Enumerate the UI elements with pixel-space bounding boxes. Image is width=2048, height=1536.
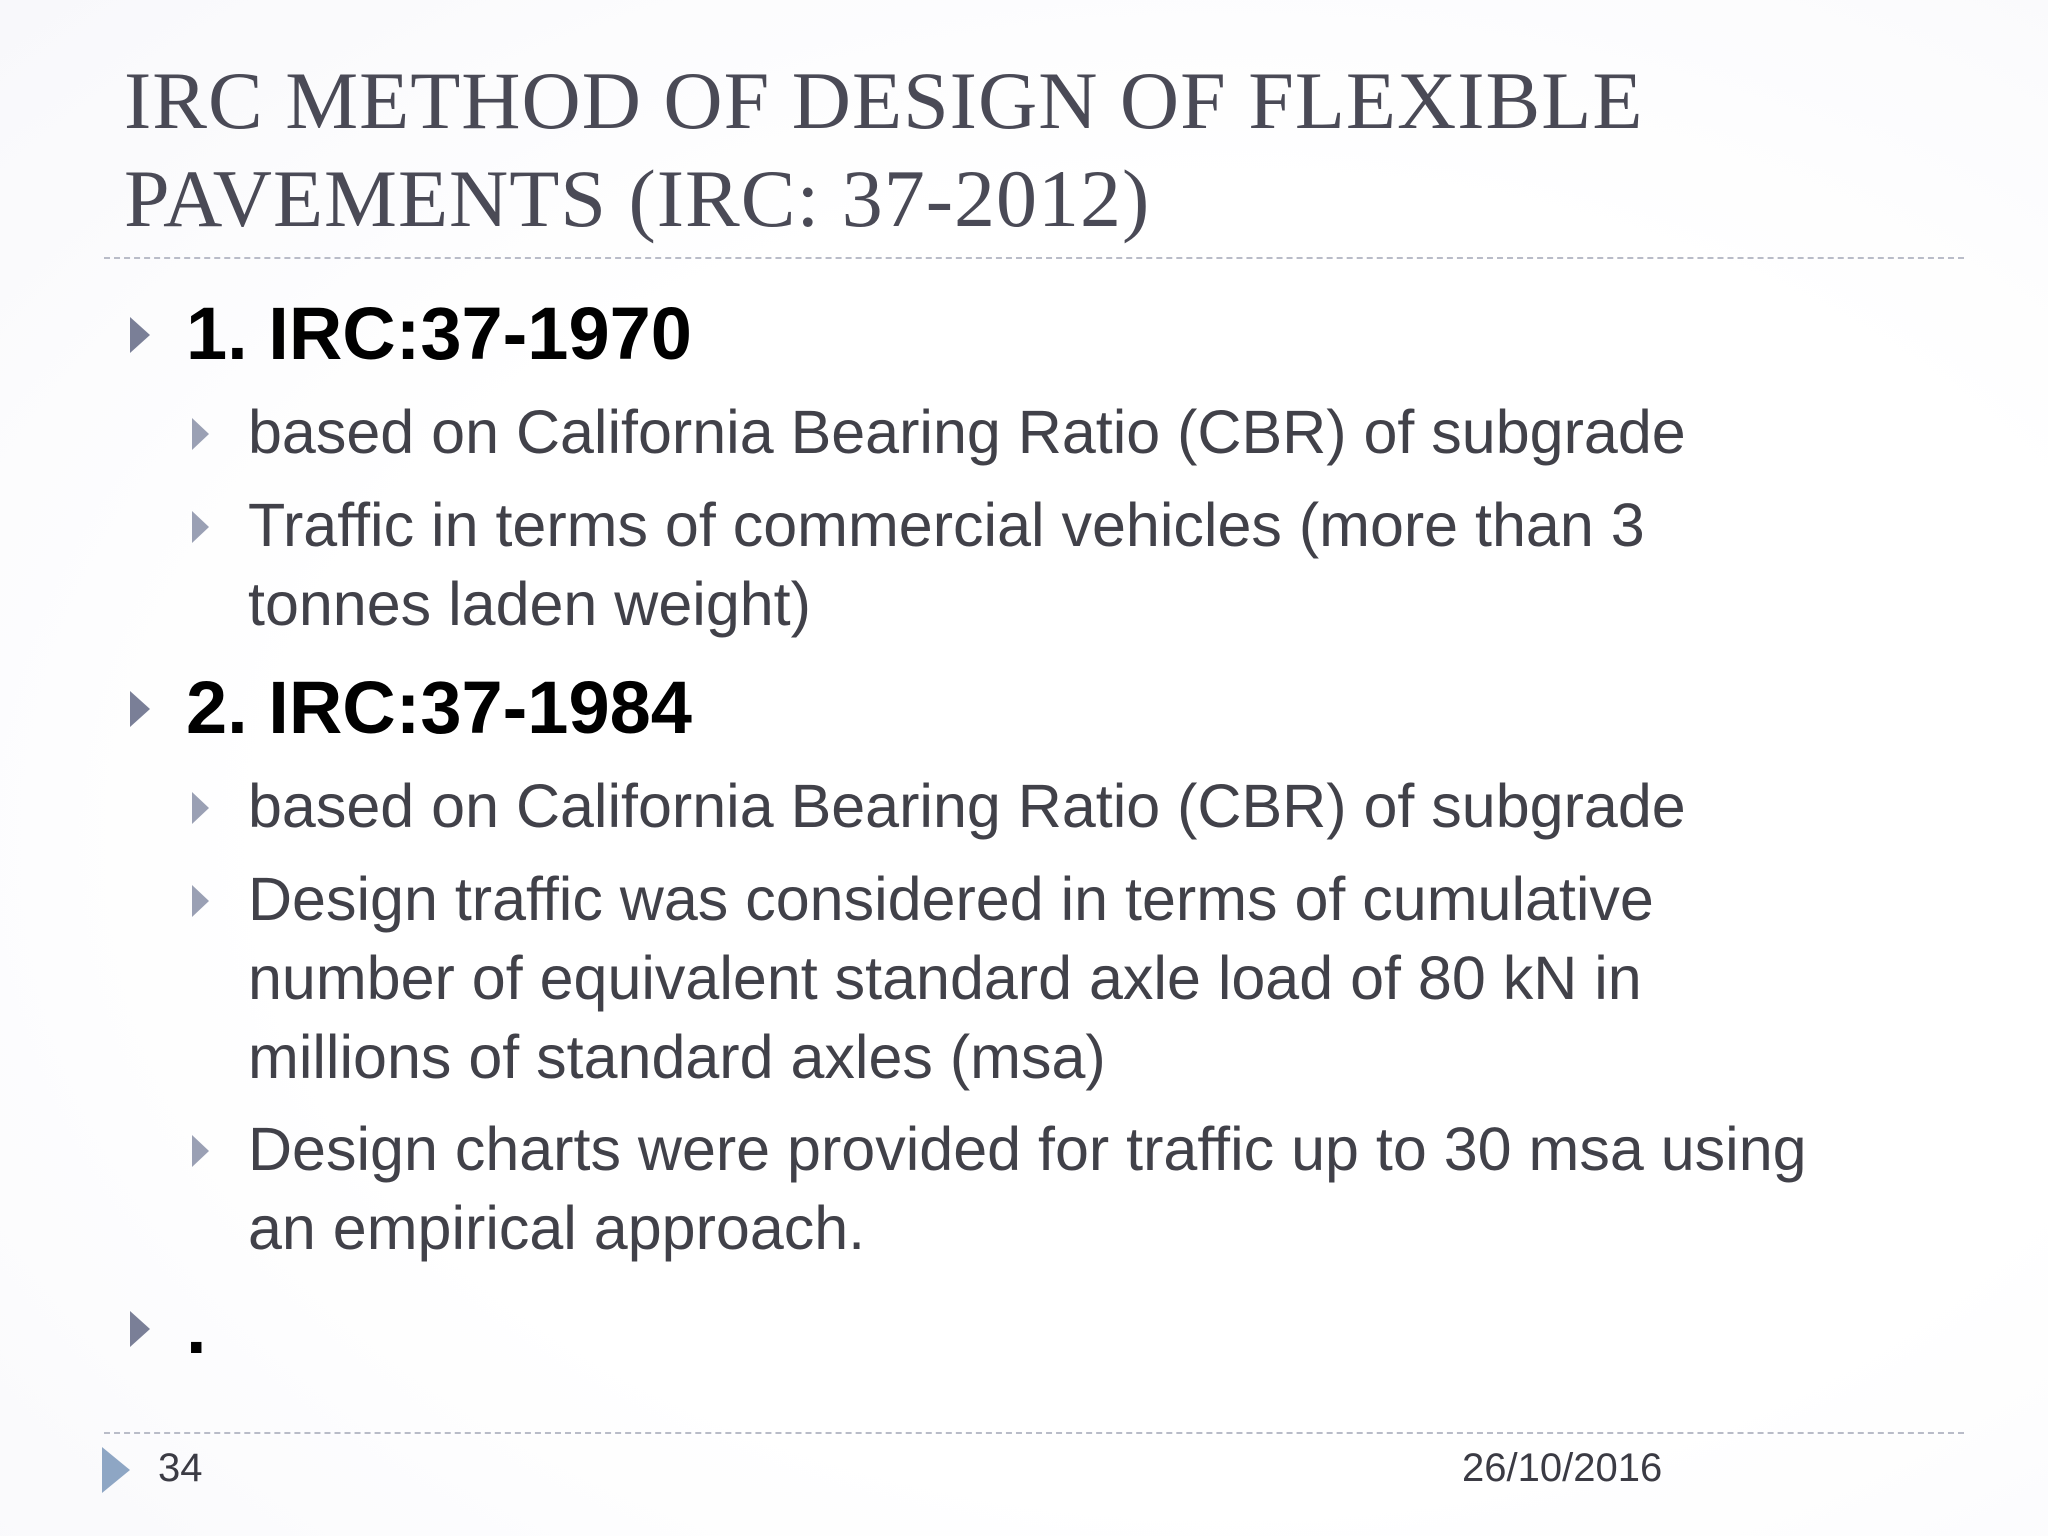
bullet-arrow-icon	[130, 691, 150, 727]
bullet-line: based on California Bearing Ratio (CBR) of subgrade	[248, 398, 1686, 466]
bullet-arrow-icon	[130, 1311, 150, 1347]
bullet-line: Design charts were provided for traffic up to 30 msa using	[248, 1115, 1807, 1183]
slide-title-line-2: PAVEMENTS (IRC: 37-2012)	[124, 153, 1151, 244]
section-heading-2: 2. IRC:37-1984	[186, 666, 692, 749]
bullet-arrow-icon	[192, 1135, 209, 1167]
bullet-arrow-icon	[192, 511, 209, 543]
section-2-bullet-3	[248, 1110, 1968, 1268]
bullet-arrow-icon	[192, 418, 209, 450]
section-1-bullet-2	[248, 486, 1968, 644]
section-heading-1: 1. IRC:37-1970	[186, 292, 692, 375]
section-2-bullet-2	[248, 860, 1968, 1097]
bullet-line: Design traffic was considered in terms of cumulative	[248, 865, 1654, 933]
section-1-bullet-1	[248, 393, 1968, 472]
section-heading-3: .	[186, 1286, 207, 1369]
bullet-arrow-icon	[130, 317, 150, 353]
section-2-bullet-1	[248, 767, 1968, 846]
slide-title	[124, 52, 1964, 248]
bullet-line: based on California Bearing Ratio (CBR) of subgrade	[248, 772, 1686, 840]
bullet-arrow-icon	[192, 792, 209, 824]
bullet-line: an empirical approach.	[248, 1194, 866, 1262]
bullet-line: Traffic in terms of commercial vehicles (more than 3	[248, 491, 1645, 559]
slide-date: 26/10/2016	[1462, 1446, 1663, 1490]
footer-triangle-icon	[102, 1447, 130, 1493]
bullet-line: number of equivalent standard axle load of 80 kN in	[248, 944, 1642, 1012]
title-divider	[104, 257, 1964, 259]
bullet-line: millions of standard axles (msa)	[248, 1023, 1106, 1091]
bullet-arrow-icon	[192, 885, 209, 917]
bullet-line: tonnes laden weight)	[248, 570, 811, 638]
footer-divider	[104, 1432, 1964, 1434]
slide-title-line-1: IRC METHOD OF DESIGN OF FLEXIBLE	[124, 55, 1644, 146]
page-number: 34	[158, 1446, 203, 1490]
